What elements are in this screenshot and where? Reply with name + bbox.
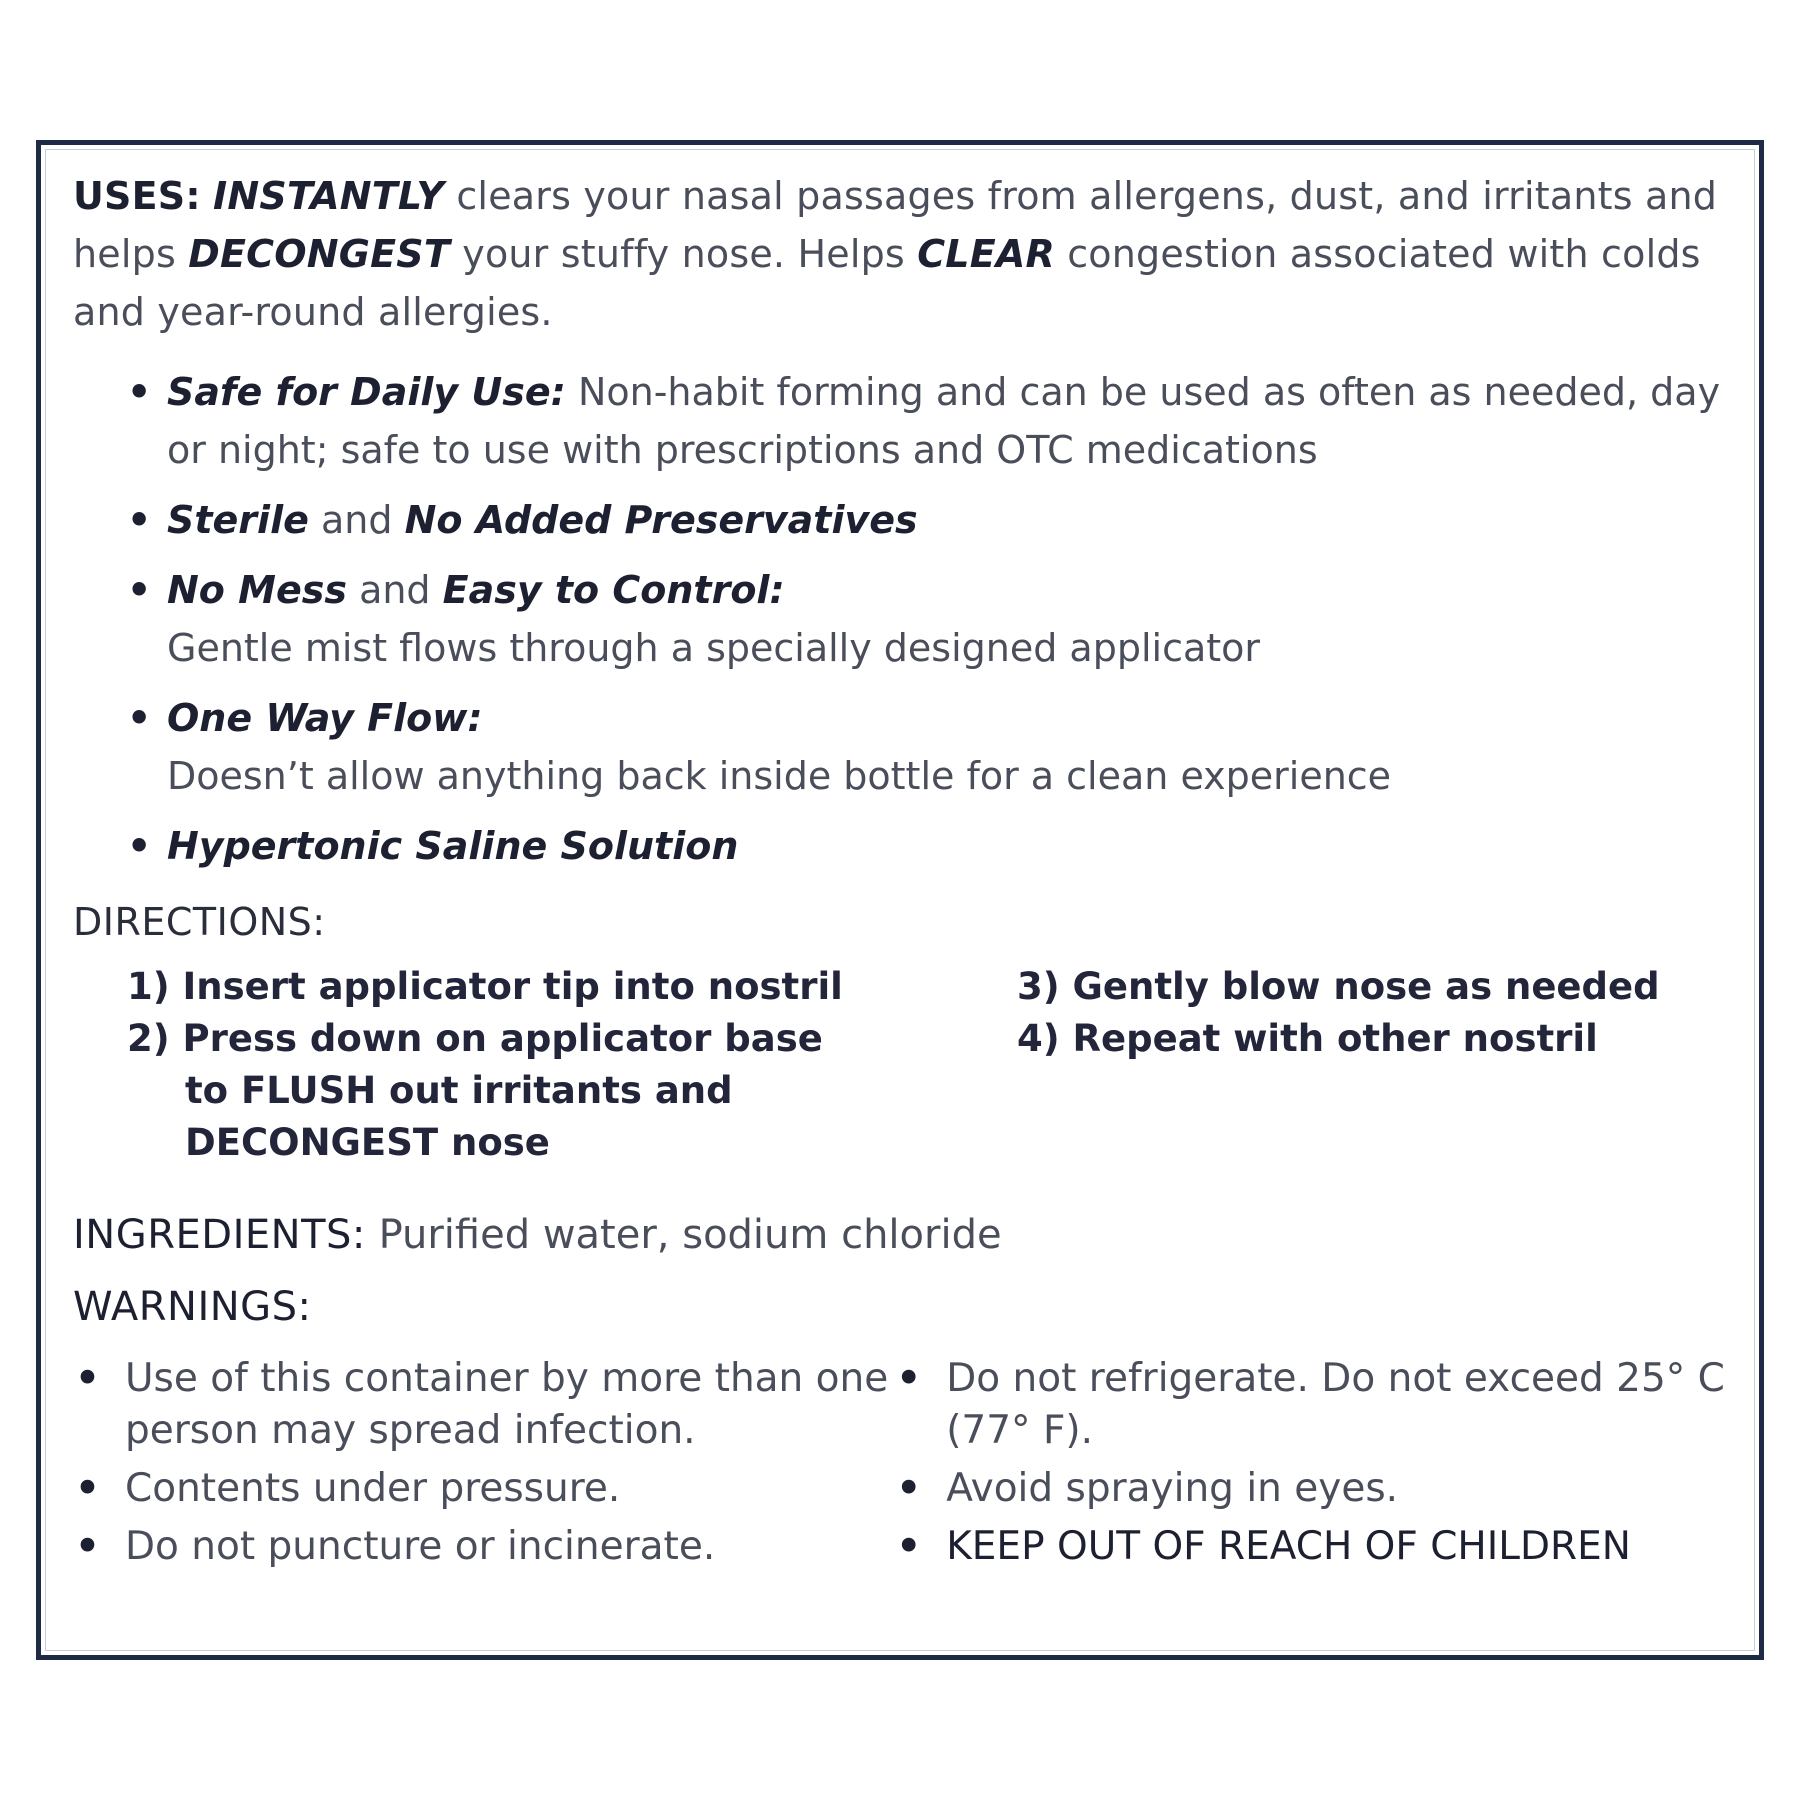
uses-text-2: your stuffy nose. Helps [462, 232, 905, 276]
direction-step-2 [127, 1013, 1017, 1169]
bullet-icon: • [127, 370, 152, 414]
uses-instantly: INSTANTLY [213, 174, 445, 218]
bullet-icon: • [127, 696, 152, 740]
warning-text: Do not puncture or incinerate. [125, 1524, 716, 1569]
uses-decongest: DECONGEST [188, 232, 450, 276]
ingredients-line [73, 1207, 1741, 1263]
feature-item-no-mess [127, 561, 1741, 677]
bullet-icon: • [75, 1466, 100, 1511]
bullet-icon: • [127, 498, 152, 542]
directions-right-column [1017, 961, 1660, 1169]
warning-text: Contents under pressure. [125, 1466, 621, 1511]
directions-left-column [127, 961, 1017, 1169]
feature-title-b: Easy to Control: [442, 568, 785, 612]
warning-item [894, 1353, 1741, 1457]
warnings-list [73, 1353, 1741, 1579]
warning-text: Do not refrigerate. Do not exceed 25° C (77° F). [946, 1356, 1725, 1453]
uses-label: USES: [73, 174, 201, 218]
feature-title-b: No Added Preservatives [404, 498, 918, 542]
warnings-heading: WARNINGS: [73, 1284, 312, 1330]
warning-item [73, 1521, 894, 1573]
label-panel [36, 140, 1764, 1660]
bullet-icon: • [75, 1524, 100, 1569]
feature-text: Non-habit forming and can be used as often as needed, day or night; safe to use with prescriptions and OTC medications [167, 370, 1721, 472]
direction-step-2-line-2: to FLUSH out irritants and [185, 1069, 733, 1112]
feature-list [73, 363, 1741, 875]
warnings-right-column [894, 1353, 1741, 1579]
direction-step-3: 3) Gently blow nose as needed [1017, 965, 1660, 1008]
feature-connector: and [320, 498, 393, 542]
direction-step-1: 1) Insert applicator tip into nostril [127, 965, 843, 1008]
feature-item-safe-daily [127, 363, 1741, 479]
ingredients-label: INGREDIENTS: [73, 1212, 366, 1258]
feature-text: Doesn’t allow anything back inside bottle for a clean experience [167, 754, 1392, 798]
feature-title-a: No Mess [167, 568, 347, 612]
label-content [73, 167, 1741, 1579]
feature-text: Gentle mist flows through a specially designed applicator [167, 626, 1261, 670]
warnings-left-column [73, 1353, 894, 1579]
direction-step-2-line-3: DECONGEST nose [185, 1121, 550, 1164]
feature-title-a: Sterile [167, 498, 309, 542]
warning-item [73, 1353, 894, 1457]
warning-text: Use of this container by more than one person may spread infection. [125, 1356, 889, 1453]
feature-item-one-way-flow [127, 689, 1741, 805]
warning-item-keep-out-of-reach [894, 1521, 1741, 1573]
feature-title: One Way Flow: [167, 696, 483, 740]
uses-clear: CLEAR [917, 232, 1055, 276]
warning-item [894, 1463, 1741, 1515]
bullet-icon: • [896, 1524, 922, 1569]
direction-step-2-line-1: 2) Press down on applicator base [127, 1017, 823, 1060]
warning-text: Avoid spraying in eyes. [946, 1466, 1399, 1511]
warning-item [73, 1463, 894, 1515]
feature-title: Hypertonic Saline Solution [167, 824, 739, 868]
uses-paragraph [73, 167, 1741, 341]
bullet-icon: • [127, 824, 152, 868]
directions-steps [73, 961, 1741, 1169]
bullet-icon: • [896, 1356, 922, 1401]
warning-text: KEEP OUT OF REACH OF CHILDREN [946, 1524, 1631, 1569]
uses-text-3: congestion associated with colds and year-round allergies. [73, 232, 1701, 334]
directions-heading: DIRECTIONS: [73, 900, 326, 944]
bullet-icon: • [127, 568, 152, 612]
feature-item-sterile [127, 491, 1741, 549]
bullet-icon: • [75, 1356, 100, 1401]
feature-item-hypertonic [127, 817, 1741, 875]
uses-text-1: clears your nasal passages from allergens, dust, and irritants and helps [73, 174, 1718, 276]
feature-connector: and [359, 568, 431, 612]
direction-step-4: 4) Repeat with other nostril [1017, 1017, 1598, 1060]
ingredients-text: Purified water, sodium chloride [378, 1212, 1002, 1258]
bullet-icon: • [896, 1466, 922, 1511]
feature-title: Safe for Daily Use: [167, 370, 566, 414]
